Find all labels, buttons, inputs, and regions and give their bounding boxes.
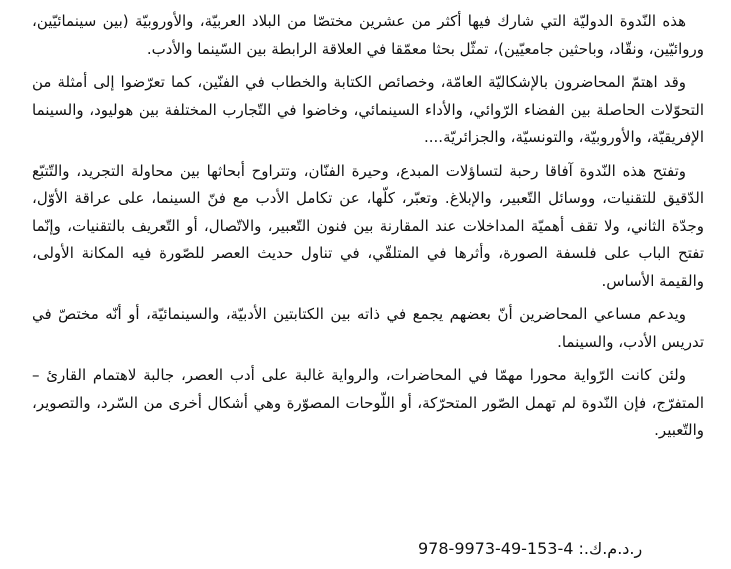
paragraph-1: هذه النّدوة الدوليّة التي شارك فيها أكثر من عشرين مختصّا من البلاد العربيّة، والأوروبيّة (بين سينمائيّين، وروائيّين، ونقّاد، وباحثين جامعيّين)، تمثّل بحثا معمّقا في العلاقة الرابطة بين السّينما والأدب. xyxy=(32,12,704,58)
document-body xyxy=(32,8,704,451)
paragraph-2: وقد اهتمّ المحاضرون بالإشكاليّة العامّة، وخصائص الكتابة والخطاب في الفنّين، كما تعرّضوا إلى أمثلة من التحوّلات الحاصلة بين الفضاء الرّوائي، والأداء السينمائي، وخاضوا في التّجارب المختلفة بين هوليود، والسينما الإفريقيّة، والأوروبيّة، والتونسيّة، والجزائريّة.... xyxy=(32,73,704,146)
isbn-label: ر.د.م.ك.: xyxy=(578,539,643,558)
paragraph-3: وتفتح هذه النّدوة آفاقا رحبة لتساؤلات المبدع، وحيرة الفنّان، وتتراوح أبحاثها بين محاولة التجريد، والتّتبّع الدّقيق للتقنيات، ووسائل التّعبير، والإبلاغ. وتعبّر، كلّها، عن تكامل الأدب مع فنّ السينما، على عراقة الأوّل، وجدّة الثاني، ولا تقف أهميّة المداخلات عند المقارنة بين فنون التّعبير، والاتّصال، أو التّعريف بالتقنيات، وإنّما تفتح الباب على فلسفة الصورة، وأثرها في المتلقّي، في تناول حديث العصر للصّورة فيه المكانة الأولى، والقيمة الأساس. xyxy=(32,161,704,290)
isbn-number: 978-9973-49-153-4 xyxy=(418,539,574,558)
paragraph-4: ويدعم مساعي المحاضرين أنّ بعضهم يجمع في ذاته بين الكتابتين الأدبيّة، والسينمائيّة، أو أنّه مختصّ في تدريس الأدب، والسينما. xyxy=(32,305,704,351)
paragraph-5: ولئن كانت الرّواية محورا مهمّا في المحاضرات، والرواية غالبة على أدب العصر، جالبة لاهتمام القارئ – المتفرّج، فإن النّدوة لم تهمل الصّور المتحرّكة، أو اللّوحات المصوّرة وهي أشكال أخرى من السّرد، والتصوير، والتّعبير. xyxy=(32,366,704,439)
isbn-line xyxy=(418,536,646,562)
